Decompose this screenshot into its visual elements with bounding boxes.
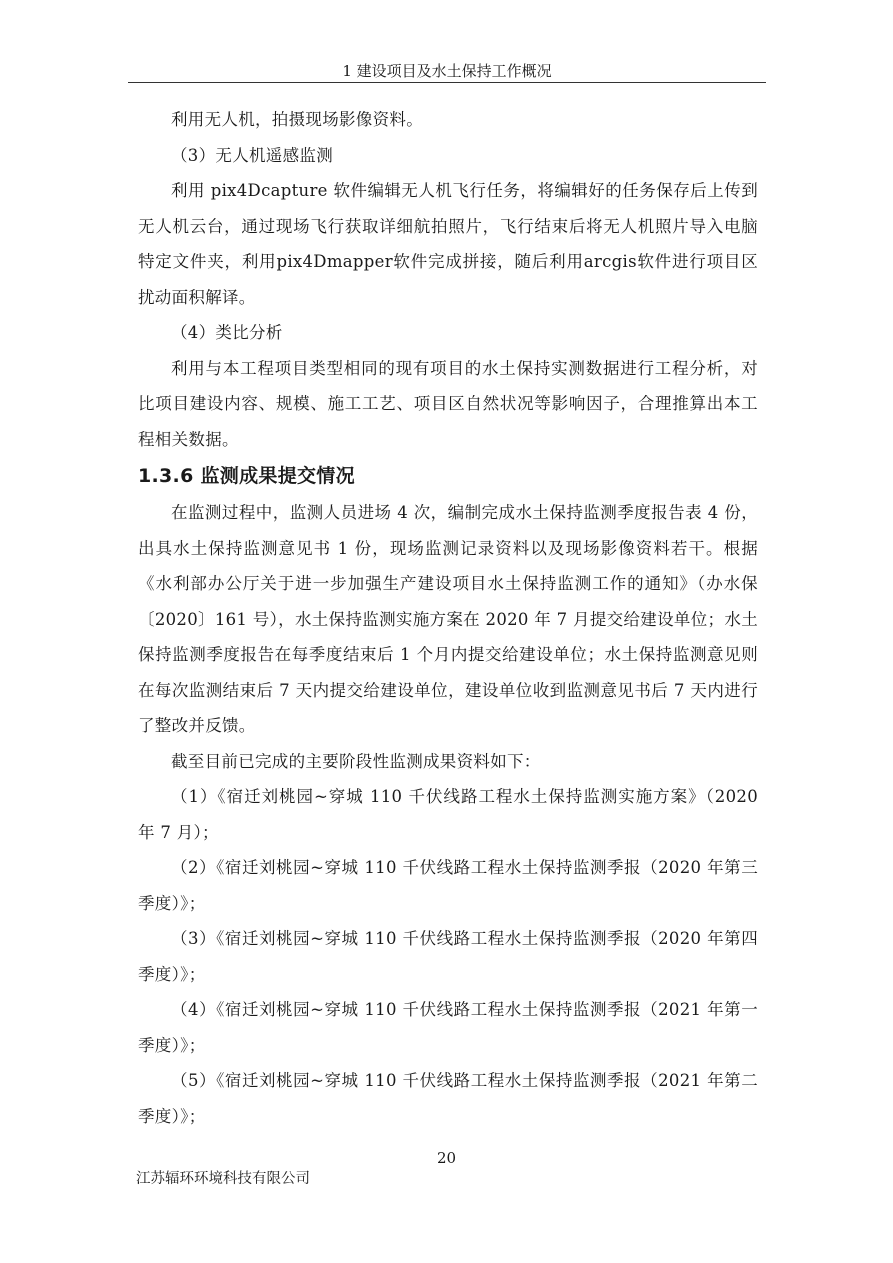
page-number: 20: [436, 1149, 457, 1167]
list-item: （2）《宿迁刘桃园~穿城 110 千伏线路工程水土保持监测季报（2020 年第三季度）》；: [138, 858, 758, 913]
paragraph: 截至目前已完成的主要阶段性监测成果资料如下：: [171, 751, 541, 771]
section-heading: 1.3.6 监测成果提交情况: [138, 465, 355, 487]
paragraph: 利用与本工程项目类型相同的现有项目的水土保持实测数据进行工程分析，对比项目建设内容、规模、施工工艺、项目区自然状况等影响因子，合理推算出本工程相关数据。: [138, 358, 758, 449]
document-body: [138, 102, 758, 1134]
list-item: （4）《宿迁刘桃园~穿城 110 千伏线路工程水土保持监测季报（2021 年第一季度）》；: [138, 1000, 758, 1055]
list-heading: （4）类比分析: [171, 323, 283, 342]
list-item: （5）《宿迁刘桃园~穿城 110 千伏线路工程水土保持监测季报（2021 年第二季度）》；: [138, 1071, 758, 1126]
header-rule: [128, 82, 766, 83]
list-item: （1）《宿迁刘桃园~穿城 110 千伏线路工程水土保持监测实施方案》（2020 年 7 月）；: [138, 787, 758, 842]
running-header: 1 建设项目及水土保持工作概况: [342, 62, 552, 80]
paragraph: 在监测过程中，监测人员进场 4 次，编制完成水土保持监测季度报告表 4 份，出具水土保持监测意见书 1 份，现场监测记录资料以及现场影像资料若干。根据《水利部办公厅关于进一步加强生产建设项目水土保持监测工作的通知》（办水保〔2020〕161 号），水土保持监测实施方案在 2020 年 7 月提交给建设单位；水土保持监测季度报告在每季度结束后 1 个月内提交给建设单位；水土保持监测意见则在每次监测结束后 7 天内提交给建设单位，建设单位收到监测意见书后 7 天内进行了整改并反馈。: [138, 503, 758, 735]
list-item: （3）《宿迁刘桃园~穿城 110 千伏线路工程水土保持监测季报（2020 年第四季度）》；: [138, 929, 758, 984]
footer-company: 江苏辐环环境科技有限公司: [136, 1171, 310, 1187]
paragraph: 利用 pix4Dcapture 软件编辑无人机飞行任务，将编辑好的任务保存后上传到无人机云台，通过现场飞行获取详细航拍照片，飞行结束后将无人机照片导入电脑特定文件夹，利用pix4Dmapper软件完成拼接，随后利用arcgis软件进行项目区扰动面积解译。: [138, 181, 758, 307]
paragraph: 利用无人机，拍摄现场影像资料。: [171, 110, 423, 129]
list-heading: （3）无人机遥感监测: [171, 145, 333, 165]
